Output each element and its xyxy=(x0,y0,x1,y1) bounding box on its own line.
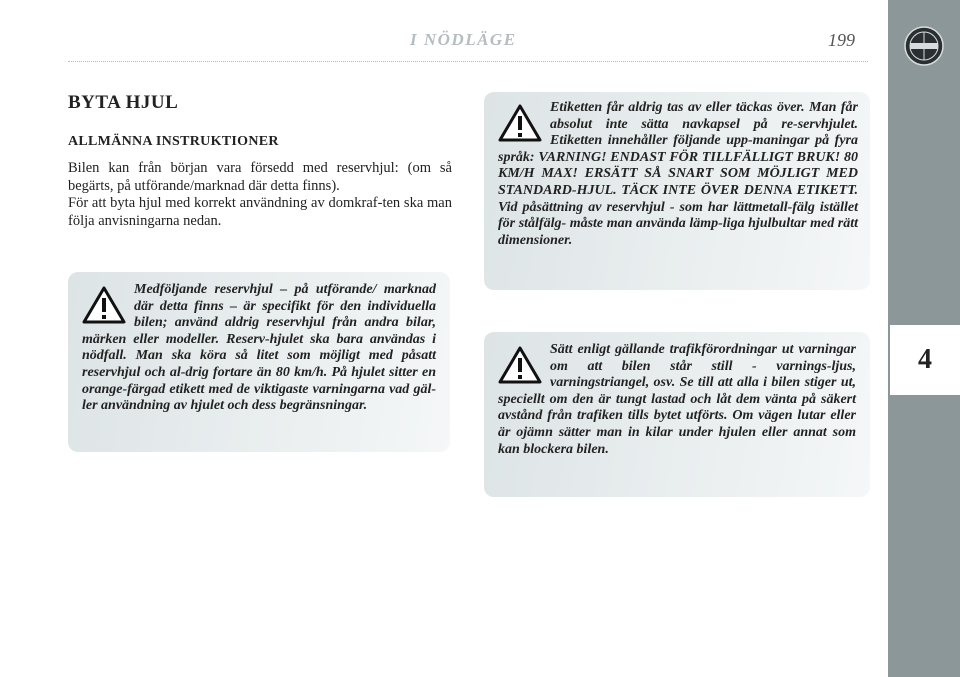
lancia-logo-icon xyxy=(904,26,944,66)
intro-paragraph: Bilen kan från början vara försedd med reservhjul: (om så begärts, på utförande/marknad där detta finns). xyxy=(68,160,452,194)
warning-text: Medföljande reservhjul – på utförande/ marknad där detta finns – är specifikt för den individuella bilen; använd aldrig reservhjul från andra bilar, märken eller modeller. Reserv-hjulet ska bara användas i nödfall. Man ska köra så litet som möjligt med påsatt reservhjul och al-drig fortare än 80 km/h. På hjulet sitter en orange-färgad etikett med de viktigaste varningarna vad gäl-ler användning av hjulet och dess begränsningar. xyxy=(82,282,436,414)
warning-triangle-icon xyxy=(82,286,126,324)
intro-paragraph: För att byta hjul med korrekt användning av domkraf-ten ska man följa anvisningarna nedan. xyxy=(68,195,452,229)
warning-box-label xyxy=(484,92,870,290)
intro-text xyxy=(68,160,452,230)
warning-triangle-icon xyxy=(498,104,542,142)
warning-text: Sätt enligt gällande trafikförordningar ut varningar om att bilen står still - varnings-ljus, varningstriangel, osv. Se till att alla i bilen stiger ut, speciellt om den är tungt lastad och låt dem vänta på säkert avstånd från trafiken tills bytet utförts. Om vägen lutar eller är ojämn sätter man in kilar under hjulen eller annat som kan blockera bilen. xyxy=(498,342,856,457)
chapter-title: I NÖDLÄGE xyxy=(410,30,517,49)
section-title: BYTA HJUL xyxy=(68,92,179,113)
chapter-number: 4 xyxy=(890,325,960,395)
warning-triangle-icon xyxy=(498,346,542,384)
header-divider xyxy=(68,61,868,62)
warning-box-spare-wheel xyxy=(68,272,450,452)
warning-box-traffic xyxy=(484,332,870,497)
warning-text: Etiketten får aldrig tas av eller täckas över. Man får absolut inte sätta navkapsel på re-servhjulet. Etiketten innehåller följande upp-maningar på fyra språk: VARNING! ENDAST FÖR TILLFÄLLIGT BRUK! 80 KM/H MAX! ERSÄTT SÅ SNART SOM MÖJLIGT MED STANDARD-HJUL. TÄCK INTE ÖVER DENNA ETIKETT. Vid påsättning av reservhjul - som har lättmetall-fälg istället för stålfälg- måste man använda lämp-liga hjulbultar med rätt dimensioner. xyxy=(498,100,858,248)
page-number: 199 xyxy=(828,30,855,50)
section-subtitle: ALLMÄNNA INSTRUKTIONER xyxy=(68,134,279,149)
